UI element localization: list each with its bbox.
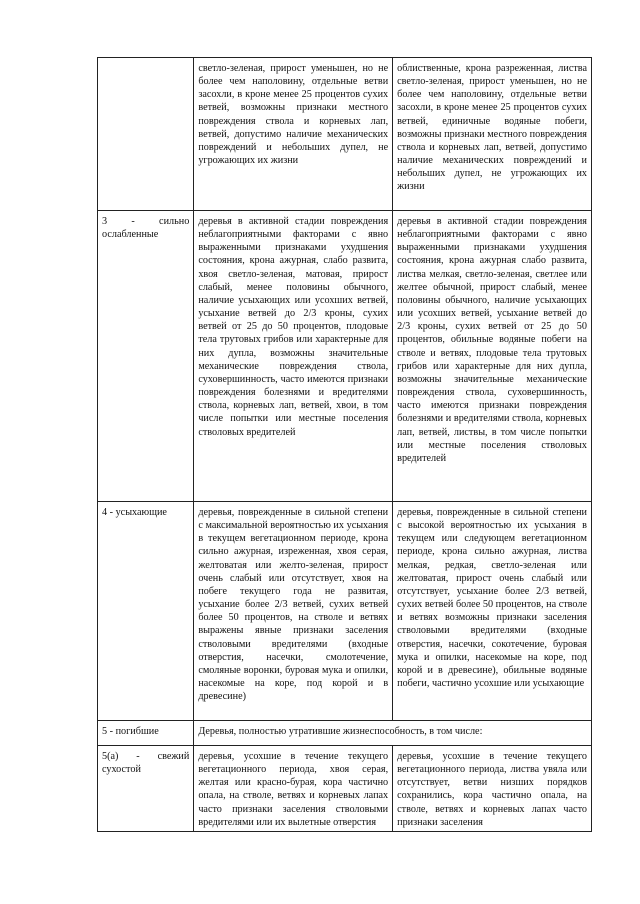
conifer-cell <box>194 502 393 721</box>
conifer-description: светло-зеленая, прирост уменьшен, но не более чем наполовину, отдельные ветви засохли, в кроне менее 25 процентов сухих ветвей, возможны признаки местного повреждения ствола и корневых лап, ветвей, допустимо наличие механических повреждений и небольших дупел, не угрожающих их жизни <box>198 63 389 167</box>
category-cell <box>98 211 194 502</box>
table-row <box>98 746 592 832</box>
merged-description: Деревья, полностью утратившие жизнеспособность, в том числе: <box>198 726 483 737</box>
conifer-cell <box>194 58 393 211</box>
category-label: 5(а) - свежий сухостой <box>102 751 190 776</box>
conifer-description: деревья в активной стадии повреждения неблагоприятными факторами с явно выраженными признаками ухудшения состояния, крона ажурная, слабо развита, хвоя светло-зеленая, матовая, прирост слабый, менее половины обычного, наличие усыхающих или усохших ветвей, усыхание ветвей до 2/3 кроны, сухих ветвей от 25 до 50 процентов, плодовые тела трутовых грибов или характерные для них дупла, возможны значительные механические повреждения ствола, суховершинность, часто имеются признаки повреждения болезнями и вредителями ствола, корневых лап, ветвей, хвои, в том числе попытки или местные поселения стволовых вредителей <box>198 216 389 438</box>
conifer-cell <box>194 746 393 832</box>
deciduous-description: деревья, поврежденные в сильной степени с высокой вероятностью их усыхания в текущем или следующем вегетационном периоде, крона сильно ажурная, листва мелкая, редкая, светло-зеленая или желтоватая, прирост очень слабый или отсутствует, усыхание более 2/3 ветвей, сухих ветвей более 50 процентов, на стволе и ветвях возможны признаки заселения стволовыми вредителями (входные отверстия, насечки, сокотечение, буровая мука и опилки, насекомые на коре, под корой и в древесине), обильные водяные побеги, частично усохшие или усыхающие <box>397 507 587 690</box>
deciduous-description: облиственные, крона разреженная, листва светло-зеленая, прирост уменьшен, но не более чем наполовину, отдельные ветви засохли, в кроне менее 25 процентов сухих ветвей, единичные водяные побеги, возможны признаки местного повреждения ствола и корневых лап, ветвей, допустимо наличие механических повреждений и небольших дупел, не угрожающих их жизни <box>397 63 587 193</box>
category-label: 3 - сильно ослабленные <box>102 216 190 241</box>
category-label: 4 - усыхающие <box>102 507 167 518</box>
conifer-cell <box>194 211 393 502</box>
deciduous-cell <box>393 746 592 832</box>
condition-table <box>97 57 592 832</box>
deciduous-description: деревья, усохшие в течение текущего вегетационного периода, листва увяла или отсутствует, ветви низших порядков сохранились, кора частично опала, на стволе, ветвях и корневых лапах часто признаки заселения <box>397 751 587 828</box>
deciduous-cell <box>393 211 592 502</box>
category-cell <box>98 721 194 746</box>
deciduous-cell <box>393 58 592 211</box>
table-row <box>98 211 592 502</box>
category-cell <box>98 502 194 721</box>
category-cell <box>98 746 194 832</box>
deciduous-description: деревья в активной стадии повреждения неблагоприятными факторами с явно выраженными признаками ухудшения состояния, крона ажурная слабо развита, листва мелкая, светло-зеленая, светлее или желтее обычной, прирост слабый, менее половины обычного, наличие усыхающих или усохших ветвей, усыхание ветвей до 2/3 кроны, сухих ветвей от 25 до 50 процентов, обильные водяные побеги на стволе и ветвях, плодовые тела трутовых грибов или характерные для них дупла, возможны значительные механические повреждения ствола, суховершинность, часто имеются признаки повреждения болезнями и вредителями ствола, корневых лап, ветвей, листвы, в том числе попытки или местные поселения стволовых вредителей <box>397 216 587 464</box>
table-row <box>98 721 592 746</box>
deciduous-cell <box>393 502 592 721</box>
category-label: 5 - погибшие <box>102 726 159 737</box>
conifer-description: деревья, поврежденные в сильной степени с максимальной вероятностью их усыхания в текущем вегетационном периоде, крона сильно ажурная, изреженная, хвоя серая, желтоватая или желто-зеленая, прирост очень слабый или отсутствует, хвоя на побеге текущего года не развитая, усыхание более 2/3 ветвей, сухих ветвей более 50 процентов, на стволе и ветвях выражены явные признаки заселения стволовыми вредителями (входные отверстия, насечки, смолотечение, смоляные воронки, буровая мука и опилки, насекомые на коре, под корой и в древесине) <box>198 507 389 703</box>
table-row <box>98 502 592 721</box>
table-row <box>98 58 592 211</box>
conifer-description: деревья, усохшие в течение текущего вегетационного периода, хвоя серая, желтая или красно-бурая, кора частично опала, на стволе, ветвях и корневых лапах часто признаки заселения стволовыми вредителями или их вылетные отверстия <box>198 751 389 828</box>
category-cell <box>98 58 194 211</box>
merged-description-cell <box>194 721 592 746</box>
